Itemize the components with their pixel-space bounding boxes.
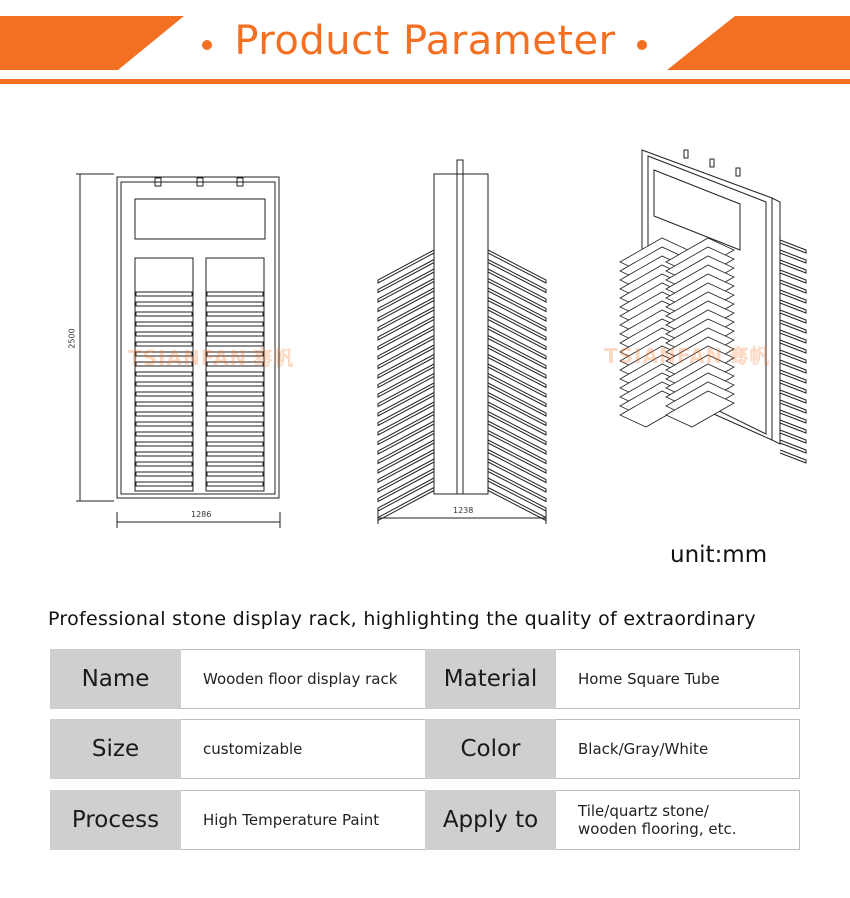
watermark-brand-cn: 骞帆: [728, 344, 771, 368]
param-row: [50, 649, 800, 709]
front-width-dimension-label: 1286: [191, 510, 212, 519]
watermark-brand-cn: 骞帆: [252, 346, 295, 370]
product-headline: Professional stone display rack, highlighting the quality of extraordinary: [48, 608, 756, 630]
param-row: [50, 790, 800, 850]
header-banner: [0, 0, 850, 86]
param-label: Apply to: [425, 790, 556, 850]
page-title: Product Parameter: [234, 18, 616, 64]
technical-drawings: [0, 120, 850, 540]
param-value: High Temperature Paint: [181, 790, 425, 850]
param-label: Size: [50, 719, 181, 779]
param-value-line: wooden flooring, etc.: [578, 820, 737, 838]
banner-underline: [0, 79, 850, 84]
unit-label: unit:mm: [670, 542, 768, 568]
param-label: Name: [50, 649, 181, 709]
param-value: customizable: [181, 719, 425, 779]
param-value: Wooden floor display rack: [181, 649, 425, 709]
param-label: Color: [425, 719, 556, 779]
param-value: [556, 790, 800, 850]
param-label: Material: [425, 649, 556, 709]
watermark-brand: TSIANFAN: [604, 344, 724, 368]
watermark-front: [128, 342, 294, 371]
param-value: Black/Gray/White: [556, 719, 800, 779]
param-value-line: Tile/quartz stone/: [578, 802, 709, 820]
param-value: Home Square Tube: [556, 649, 800, 709]
watermark-brand: TSIANFAN: [128, 346, 248, 370]
watermark-3d: [604, 340, 770, 369]
param-row: [50, 719, 800, 779]
side-width-dimension-label: 1238: [453, 506, 474, 515]
height-dimension-label: 2500: [67, 328, 77, 349]
drawing-canvas: [0, 120, 850, 540]
param-label: Process: [50, 790, 181, 850]
